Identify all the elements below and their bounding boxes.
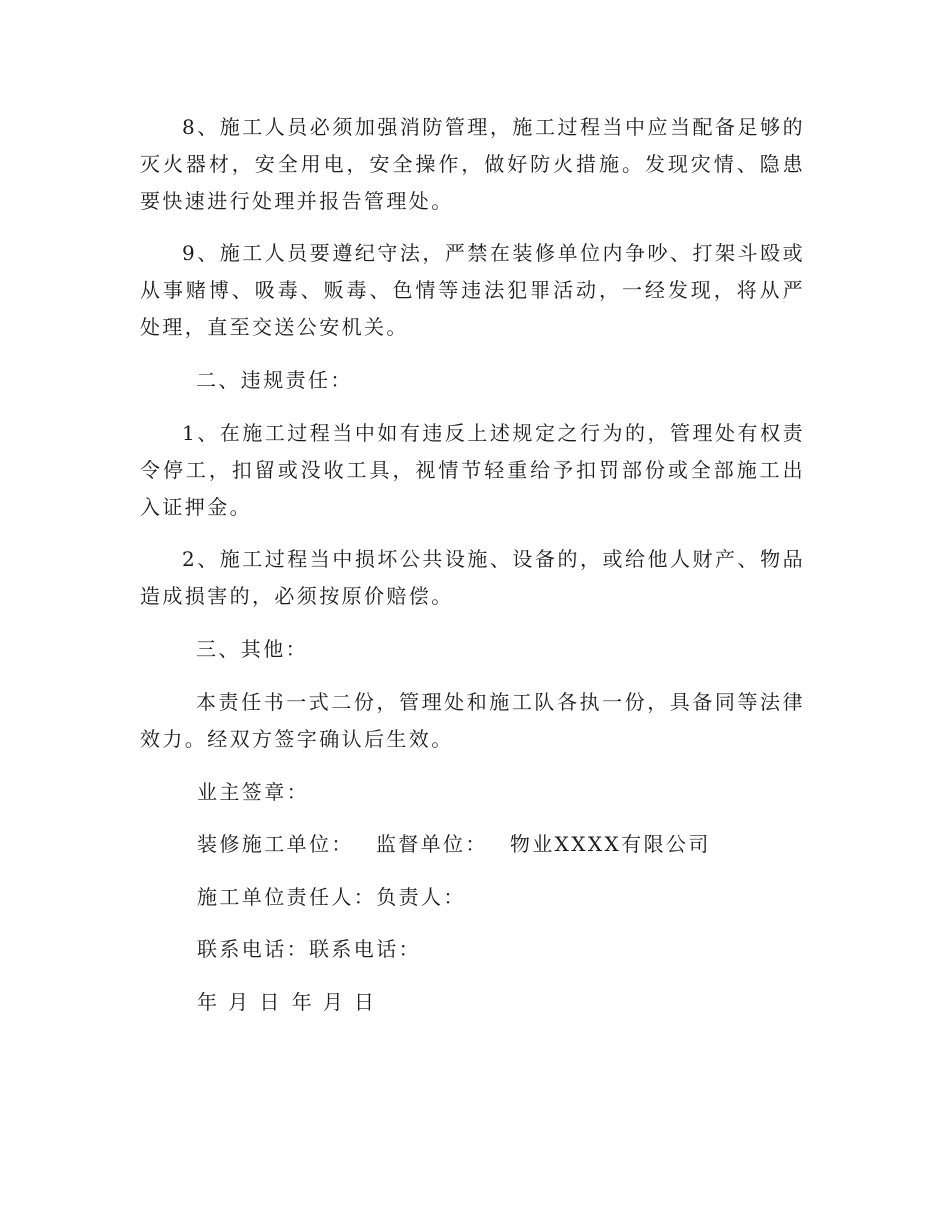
contractor-date: 年 月 日	[197, 990, 282, 1014]
contractor-person-label: 施工单位责任人：	[197, 885, 377, 909]
agreement-copies-paragraph: 本责任书一式二份，管理处和施工队各执一份，具备同等法律效力。经双方签字确认后生效。	[140, 690, 805, 751]
contractor-unit-label: 装修施工单位：	[197, 832, 354, 856]
section-heading-other: 三、其他：	[196, 637, 308, 661]
contractor-phone-label: 联系电话：	[197, 937, 309, 961]
responsible-persons-line	[197, 879, 466, 916]
phone-line	[197, 931, 421, 968]
supervisor-date: 年 月 日	[291, 990, 377, 1014]
supervisor-unit-label: 监督单位：	[375, 832, 488, 856]
units-line	[197, 826, 711, 863]
section-heading-violation-liability: 二、违规责任：	[196, 368, 353, 392]
liability-clause-1-paragraph: 1、在施工过程当中如有违反上述规定之行为的，管理处有权责令停工，扣留或没收工具，视情节轻重给予扣罚部份或全部施工出入证押金。	[140, 421, 805, 519]
responsible-person-label: 负责人：	[376, 885, 466, 909]
owner-seal-label: 业主签章：	[197, 780, 309, 804]
supervisor-unit-name: 物业XXXX有限公司	[509, 832, 711, 856]
date-line	[197, 984, 376, 1021]
supervisor-phone-label: 联系电话：	[309, 937, 421, 961]
clause-8-paragraph: 8、施工人员必须加强消防管理，施工过程当中应当配备足够的灭火器材，安全用电，安全操作，做好防火措施。发现灾情、隐患要快速进行处理并报告管理处。	[140, 115, 805, 213]
liability-clause-2-paragraph: 2、施工过程当中损坏公共设施、设备的，或给他人财产、物品造成损害的，必须按原价赔偿。	[140, 547, 805, 608]
clause-9-paragraph: 9、施工人员要遵纪守法，严禁在装修单位内争吵、打架斗殴或从事赌博、吸毒、贩毒、色情等违法犯罪活动，一经发现，将从严处理，直至交送公安机关。	[140, 241, 805, 339]
owner-seal-line	[197, 774, 309, 811]
